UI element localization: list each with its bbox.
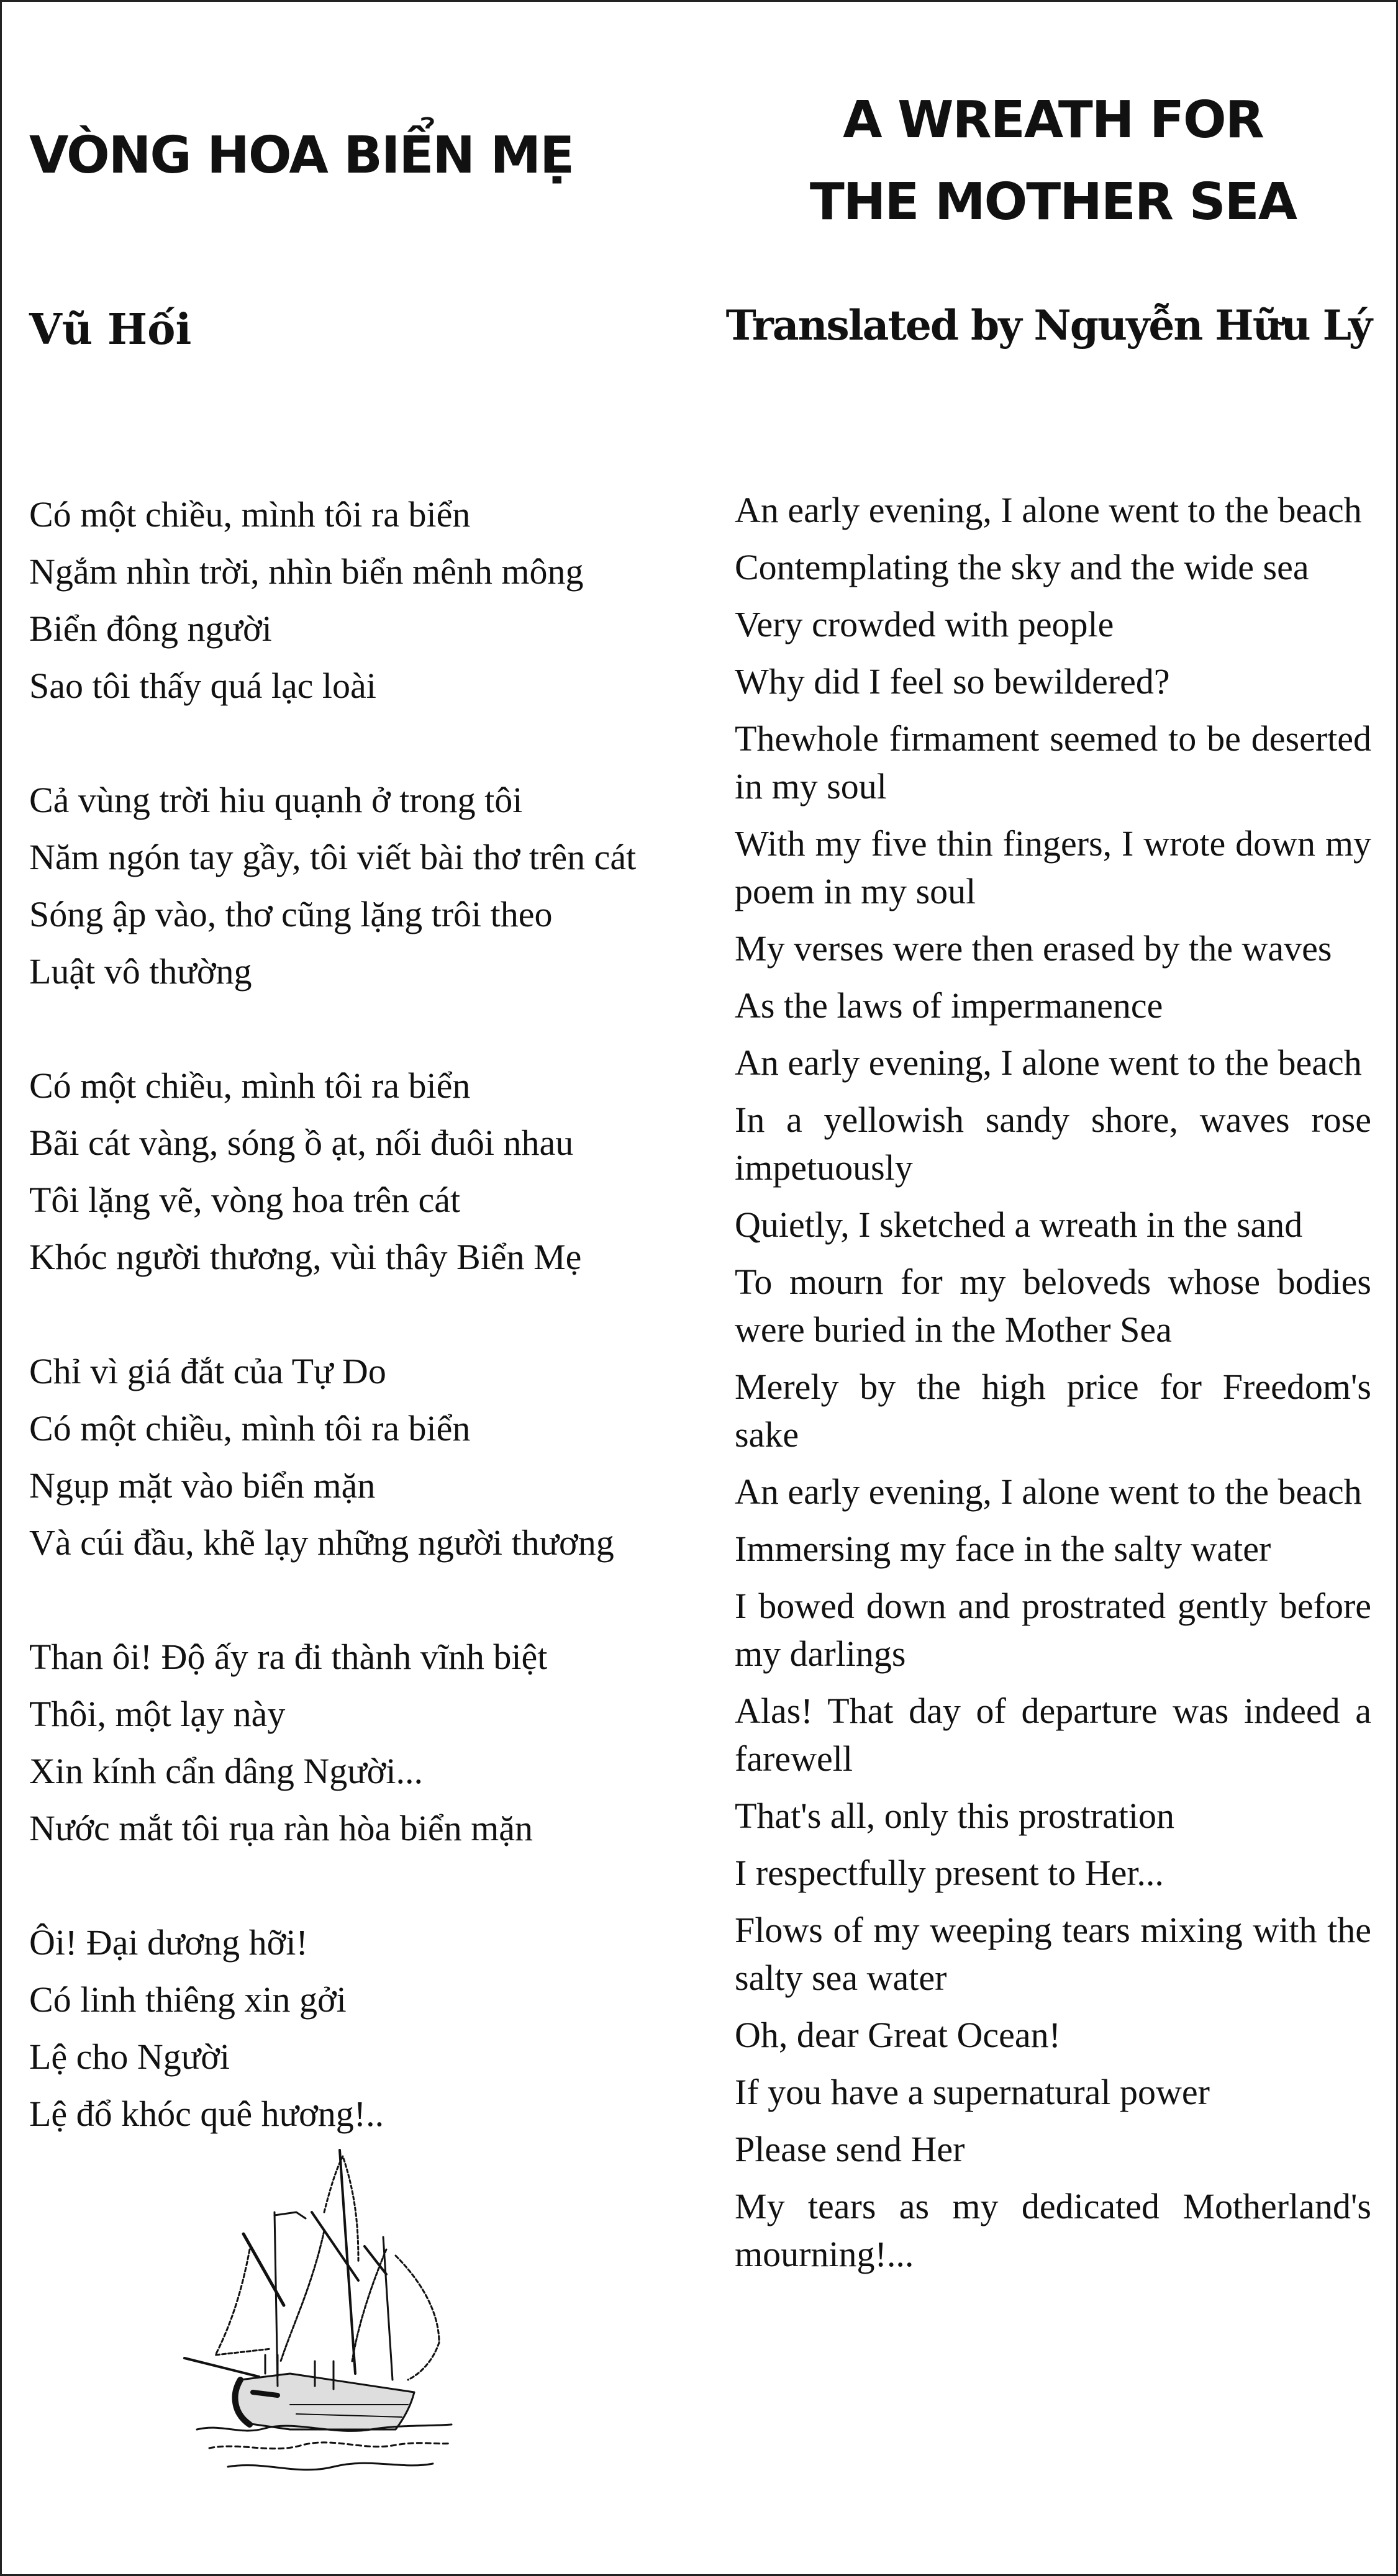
poem-line: Có linh thiêng xin gởi <box>29 1979 347 2020</box>
poem-line: As the laws of impermanence <box>735 985 1163 1026</box>
poem-line: Very crowded with people <box>735 604 1114 644</box>
translation-title-line: A WREATH FOR <box>843 91 1263 150</box>
poem-line: Contemplating the sky and the wide sea <box>735 547 1309 587</box>
poem-line: Có một chiều, mình tôi ra biển <box>29 1065 471 1106</box>
stanza <box>29 1343 712 1571</box>
poem-line: Tôi lặng vẽ, vòng hoa trên cát <box>29 1180 461 1220</box>
poem-line: My tears as my dedicated Motherland's mourning!... <box>735 2186 1371 2274</box>
poem-line: Biển đông người <box>29 608 272 649</box>
poem-line: Immersing my face in the salty water <box>735 1529 1271 1569</box>
poem-line: If you have a supernatural power <box>735 2072 1210 2112</box>
poem-line: Lệ cho Người <box>29 2036 230 2077</box>
poem-line: Luật vô thường <box>29 951 252 992</box>
stanza <box>29 1629 712 1857</box>
translator-credit: Translated by Nguyễn Hữu Lý <box>725 301 1371 350</box>
stanza <box>29 486 712 715</box>
translation-title-line: THE MOTHER SEA <box>809 173 1297 232</box>
poem-line: Và cúi đầu, khẽ lạy những người thương <box>29 1522 614 1563</box>
poem-line: Please send Her <box>735 2129 965 2169</box>
poem-line: Than ôi! Độ ấy ra đi thành vĩnh biệt <box>29 1637 548 1677</box>
poem-line: My verses were then erased by the waves <box>735 928 1332 969</box>
poem-line: Quietly, I sketched a wreath in the sand <box>735 1204 1303 1245</box>
poem-line: An early evening, I alone went to the beach <box>735 1042 1362 1083</box>
poem-line: Ngụp mặt vào biển mặn <box>29 1465 376 1506</box>
author-name: Vũ Hối <box>29 305 192 355</box>
poem-line: Nước mắt tôi rụa ràn hòa biển mặn <box>29 1808 533 1848</box>
poem-line: Có một chiều, mình tôi ra biển <box>29 494 471 535</box>
sailing-ship-icon <box>172 2138 464 2498</box>
poem-line: Chỉ vì giá đắt của Tự Do <box>29 1351 386 1391</box>
poem-line: Khóc người thương, vùi thây Biển Mẹ <box>29 1237 582 1277</box>
original-title: VÒNG HOA BIỂN MẸ <box>29 126 574 185</box>
poem-line: Alas! That day of departure was indeed a farewell <box>735 1691 1371 1779</box>
poem-line: Ôi! Đại dương hỡi! <box>29 1922 308 1963</box>
poem-line: In a yellowish sandy shore, waves rose impetuously <box>735 1100 1371 1188</box>
poem-line: Oh, dear Great Ocean! <box>735 2015 1061 2055</box>
stanza <box>29 1057 712 1286</box>
poem-line: Thôi, một lạy này <box>29 1694 286 1734</box>
poem-line: Có một chiều, mình tôi ra biển <box>29 1408 471 1448</box>
poem-line: Ngắm nhìn trời, nhìn biển mênh mông <box>29 551 584 592</box>
poem-line: An early evening, I alone went to the beach <box>735 1471 1362 1512</box>
translation-title <box>735 79 1371 243</box>
original-poem <box>29 486 712 2200</box>
poem-line: Năm ngón tay gầy, tôi viết bài thơ trên cát <box>29 837 637 877</box>
poem-line: That's all, only this prostration <box>735 1796 1174 1836</box>
poem-line: Thewhole firmament seemed to be deserted in my soul <box>735 718 1371 807</box>
poem-line: Sao tôi thấy quá lạc loài <box>29 666 376 706</box>
poem-line: Sóng ập vào, thơ cũng lặng trôi theo <box>29 894 553 934</box>
stanza <box>29 1914 712 2143</box>
poem-line: An early evening, I alone went to the beach <box>735 490 1362 530</box>
poem-line: To mourn for my beloveds whose bodies were buried in the Mother Sea <box>735 1262 1371 1350</box>
translated-poem <box>735 486 1371 2287</box>
poem-line: Merely by the high price for Freedom's sake <box>735 1367 1371 1455</box>
poem-line: Cả vùng trời hiu quạnh ở trong tôi <box>29 780 523 820</box>
poem-line: Lệ đổ khóc quê hương!.. <box>29 2094 384 2134</box>
stanza <box>29 772 712 1000</box>
poem-line: Bãi cát vàng, sóng ồ ạt, nối đuôi nhau <box>29 1123 574 1163</box>
poem-line: Xin kính cẩn dâng Người... <box>29 1751 423 1791</box>
poem-line: I respectfully present to Her... <box>735 1853 1164 1893</box>
poem-line: Flows of my weeping tears mixing with the salty sea water <box>735 1910 1371 1998</box>
poem-line: I bowed down and prostrated gently before my darlings <box>735 1586 1371 1674</box>
poem-line: With my five thin fingers, I wrote down my poem in my soul <box>735 823 1371 911</box>
poem-line: Why did I feel so bewildered? <box>735 661 1170 702</box>
